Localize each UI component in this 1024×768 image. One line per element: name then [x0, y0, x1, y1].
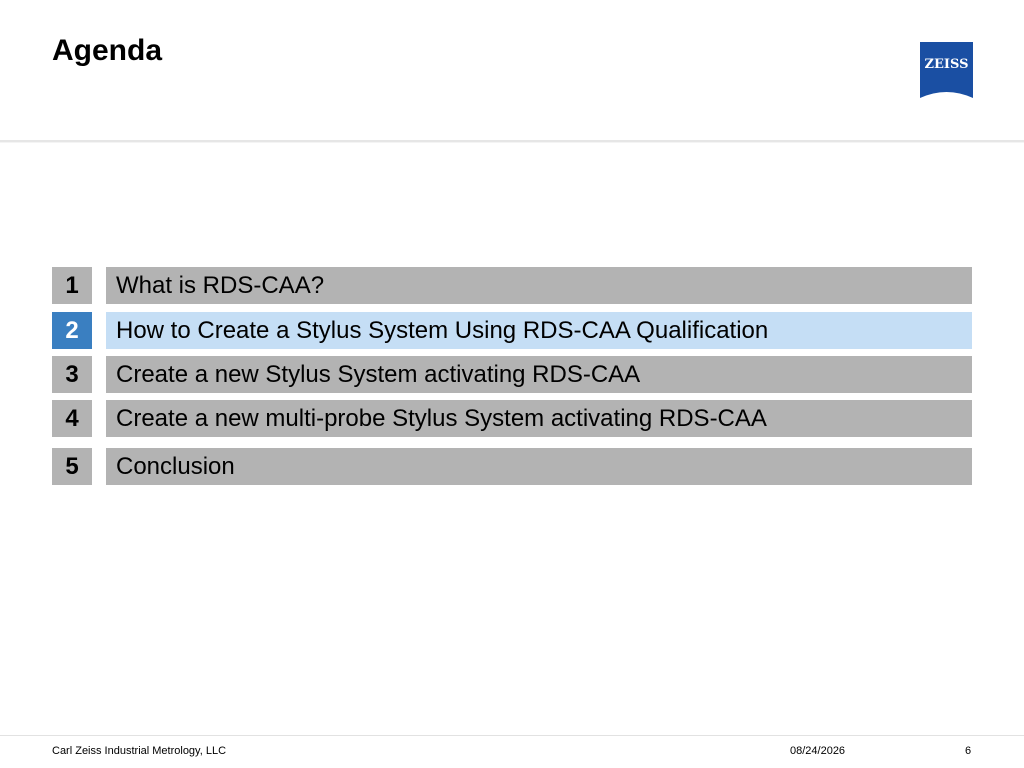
- footer-company: Carl Zeiss Industrial Metrology, LLC: [52, 745, 227, 757]
- agenda-item-2-active[interactable]: [52, 312, 972, 349]
- header-divider: [0, 140, 1024, 143]
- zeiss-logo: [920, 42, 973, 98]
- agenda-item-label: Conclusion: [106, 448, 972, 485]
- agenda-item-5[interactable]: [52, 448, 972, 485]
- footer-divider: [0, 735, 1024, 736]
- agenda-item-number: 3: [52, 356, 92, 393]
- slide-title: Agenda: [52, 34, 163, 67]
- agenda-item-label: What is RDS-CAA?: [106, 267, 972, 304]
- agenda-item-label: Create a new Stylus System activating RDS-CAA: [106, 356, 972, 393]
- agenda-item-number: 2: [52, 312, 92, 349]
- svg-text:ZEISS: ZEISS: [924, 57, 969, 72]
- agenda-item-number: 1: [52, 267, 92, 304]
- agenda-item-number: 4: [52, 400, 92, 437]
- agenda-item-1[interactable]: [52, 267, 972, 304]
- agenda-item-4[interactable]: [52, 400, 972, 437]
- agenda-item-label: Create a new multi-probe Stylus System activating RDS-CAA: [106, 400, 972, 437]
- agenda-item-3[interactable]: [52, 356, 972, 393]
- agenda-item-label: How to Create a Stylus System Using RDS-CAA Qualification: [106, 312, 972, 349]
- footer-page-number: 6: [965, 745, 972, 757]
- footer-date: 08/24/2026: [790, 745, 846, 757]
- agenda-item-number: 5: [52, 448, 92, 485]
